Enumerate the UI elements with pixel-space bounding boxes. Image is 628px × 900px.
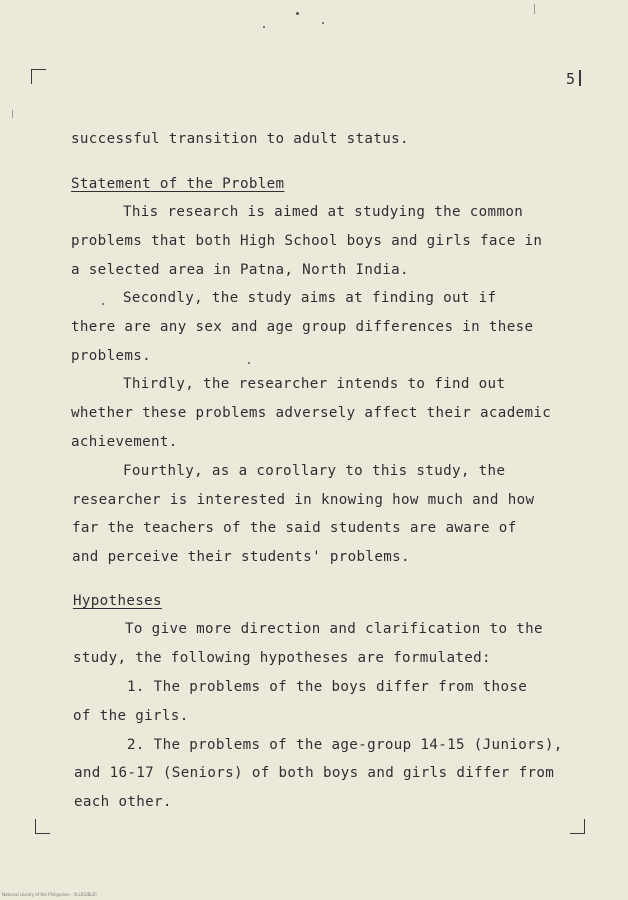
text-line-21: 2. The problems of the age-group 14-15 (Juniors), [127, 737, 563, 753]
text-line-3: This research is aimed at studying the common [123, 204, 524, 220]
text-line-6: Secondly, the study aims at finding out if [123, 290, 497, 306]
paper-scratch [534, 4, 535, 14]
text-line-9: Thirdly, the researcher intends to find out [123, 376, 506, 392]
section-heading-statement-of-problem: Statement of the Problem [71, 176, 285, 192]
text-line-17: To give more direction and clarification to the [125, 621, 543, 637]
text-line-23: each other. [74, 794, 172, 810]
page-number-bracket [579, 70, 581, 86]
text-line-18: study, the following hypotheses are formulated: [73, 650, 491, 666]
text-line-20: of the girls. [73, 708, 189, 724]
paper-speck [322, 22, 324, 24]
text-line-15: and perceive their students' problems. [72, 549, 410, 565]
text-line-13: researcher is interested in knowing how much and how [72, 492, 535, 508]
section-heading-hypotheses: Hypotheses [73, 593, 162, 609]
crop-mark-bottom-right [570, 819, 585, 834]
crop-mark-bottom-left [35, 819, 50, 834]
text-line-22: and 16-17 (Seniors) of both boys and girls differ from [74, 765, 555, 781]
paper-speck [248, 362, 250, 364]
text-line-4: problems that both High School boys and girls face in [71, 233, 543, 249]
text-line-10: whether these problems adversely affect their academic [71, 405, 552, 421]
text-line-5: a selected area in Patna, North India. [71, 262, 409, 278]
text-line-1: successful transition to adult status. [71, 131, 409, 147]
crop-mark-top-left [31, 69, 46, 84]
text-line-7: there are any sex and age group differences in these [71, 319, 534, 335]
text-line-12: Fourthly, as a corollary to this study, the [123, 463, 506, 479]
paper-scratch [12, 110, 13, 118]
page-number: 5 [566, 70, 576, 88]
paper-speck [296, 12, 299, 15]
text-line-19: 1. The problems of the boys differ from those [127, 679, 528, 695]
paper-speck [263, 26, 265, 28]
paper-speck [102, 303, 104, 305]
scan-footer-note: National Library of the Philippines · [ILLEGIBLE] [2, 892, 97, 897]
text-line-8: problems. [71, 348, 152, 364]
text-line-14: far the teachers of the said students are aware of [72, 520, 517, 536]
text-line-11: achievement. [71, 434, 178, 450]
